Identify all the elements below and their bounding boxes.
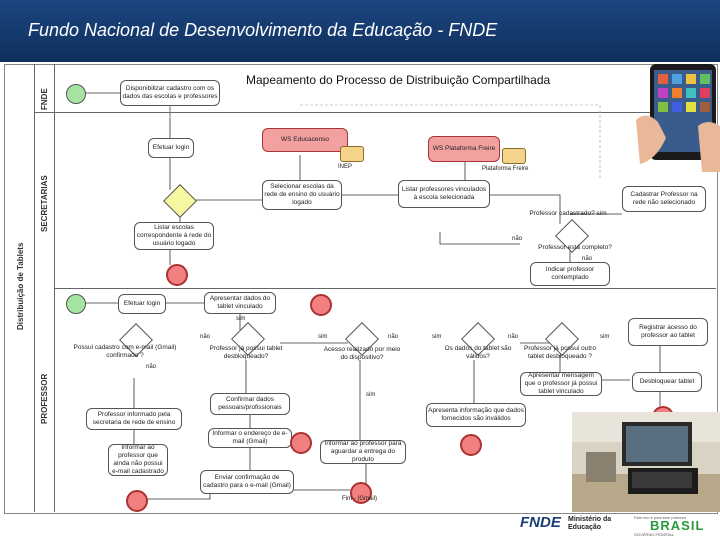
task-aguardar-entrega: Informar ao professor para aguardar a entrega do produto (320, 440, 406, 464)
task-cadastrar-professor: Cadastrar Professor na rede não selecionado (622, 186, 706, 212)
lane-label-fnde: FNDE (40, 88, 49, 110)
task-listar-professores: Listar professores vinculados à escola selecionada (398, 180, 490, 208)
task-listar-escolas: Listar escolas correspondente à rede do usuário logado (134, 222, 214, 250)
end-event-dados-tablet (310, 294, 332, 316)
end-event-email (290, 432, 312, 454)
label-nao-3: não (388, 334, 399, 340)
label-gateway-bloqueado: Professor já possui tablet desbloqueado? (209, 345, 283, 360)
label-gateway-cadastrado: Professor cadastrado? sim (529, 210, 607, 217)
label-gateway-acesso: Acesso realizado por meio do dispositivo? (323, 346, 401, 361)
label-fim-gmail: Fim - (Gmail) (342, 496, 377, 502)
gov-slogan: País rico é país sem pobreza (634, 515, 686, 520)
lane-label-secretarias: SECRETARIAS (40, 175, 49, 232)
task-disponibilizar-cadastro: Disponibilizar cadastro com os dados das escolas e professores (120, 80, 220, 106)
governo-federal-label: GOVERNO FEDERAL (634, 532, 675, 537)
end-event-invalidos (460, 434, 482, 456)
task-enviar-confirmacao: Enviar confirmação de cadastro para o e-mail (Gmail) (200, 470, 294, 494)
end-event-secretaria (166, 264, 188, 286)
task-dados-invalidos: Apresenta informação que dados fornecidos são inválidos (426, 403, 526, 427)
label-nao-cadastrado: não (582, 256, 593, 262)
brasil-logo: BRASIL (650, 518, 705, 533)
label-sim-5: sim (366, 392, 376, 398)
end-event-sem-email (126, 490, 148, 512)
label-sim-3: sim (432, 334, 442, 340)
label-nao-2: não (146, 364, 157, 370)
task-indicar-professor: Indicar professor contemplado (530, 262, 610, 286)
tablet-hand-image (636, 60, 720, 172)
task-desbloquear-tablet: Desbloquear tablet (632, 372, 702, 392)
task-professor-informado: Professor informado pela secretaria de rede de ensino (86, 408, 182, 430)
label-sim-1: sim (236, 316, 246, 322)
task-confirmar-dados: Confirmar dados pessoais/profissionais (210, 393, 290, 415)
diagram-title: Mapeamento do Processo de Distribuição Compartilhada (246, 73, 551, 87)
ministerio-logo: Ministério da Educação (568, 516, 612, 531)
fnde-logo: FNDE (520, 514, 561, 531)
label-sim-4: sim (600, 334, 610, 340)
task-registrar-acesso: Registrar acesso do professor ao tablet (628, 318, 708, 346)
label-nao-4: não (508, 334, 519, 340)
task-informar-email: Informar o endereço de e-mail (Gmail) (208, 428, 292, 448)
database-inep-icon (340, 146, 364, 162)
task-efetuar-login-professor: Efetuar login (118, 294, 166, 314)
task-apresentar-mensagem: Apresentar mensagem que o professor já possui tablet vinculado (520, 372, 602, 396)
task-ws-educacenso: WS Educacenso (262, 128, 348, 152)
task-apresentar-dados-tablet: Apresentar dados do tablet vinculado (204, 292, 276, 314)
label-gateway-validos: Os dados do tablet são válidos? (444, 345, 512, 360)
label-gateway-email: Possui cadastro com e-mail (Gmail) confirmado ? (73, 344, 177, 359)
label-gateway-completo: Professor está completo? (538, 244, 612, 251)
label-nao-1: não (200, 334, 211, 340)
start-event-fnde (66, 84, 86, 104)
start-event-professor (66, 294, 86, 314)
device-photo (572, 412, 720, 512)
label-inep: INEP (338, 164, 353, 170)
task-selecionar-escolas: Selecionar escolas da rede de ensino do usuário logado (262, 180, 342, 210)
label-gateway-possui: Professor já possui outro tablet desbloqueado ? (524, 345, 596, 360)
page-title: Fundo Nacional de Desenvolvimento da Educação - FNDE (28, 20, 498, 40)
lane-label-pool: Distribuição de Tablets (16, 242, 25, 330)
task-efetuar-login-secretaria: Efetuar login (148, 138, 194, 158)
label-sim-2: sim (318, 334, 328, 340)
database-plataforma-icon (502, 148, 526, 164)
task-informar-sem-email: Informar ao professor que ainda não possui e-mail cadastrado (108, 444, 168, 476)
lane-label-professor: PROFESSOR (40, 373, 49, 424)
task-ws-plataforma-freire: WS Plataforma Freire (428, 136, 500, 162)
label-plataforma-freire: Plataforma Freire (482, 166, 529, 172)
label-nao-completo: não (512, 236, 523, 242)
